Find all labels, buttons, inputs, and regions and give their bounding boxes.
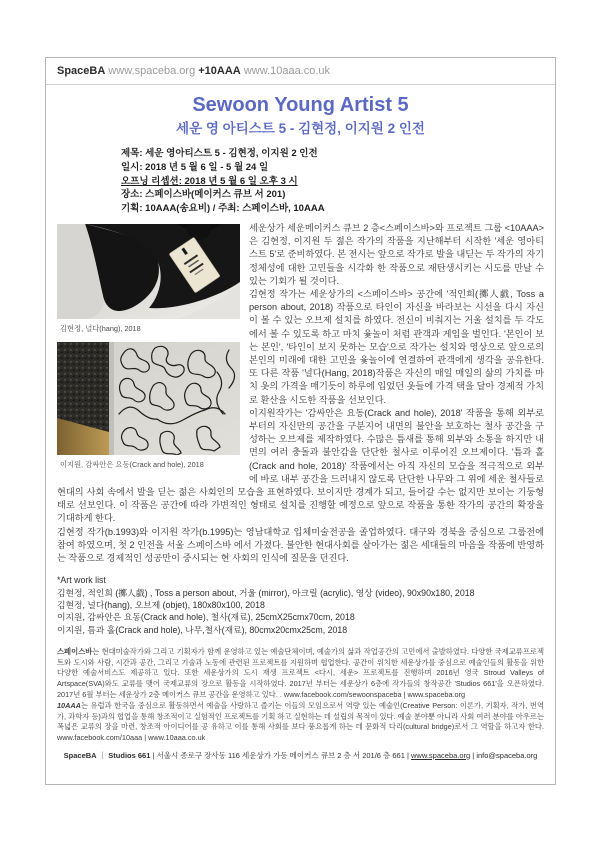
artwork-list-heading: *Art work list: [57, 575, 106, 586]
about-10aaa: [57, 701, 544, 743]
info-reception-line: 오프닝 리셉션: 2018 년 5 월 6 일 오후 3 시: [121, 175, 298, 187]
about-10aaa-text: 는 유럽과 한국을 중심으로 활동하면서 예술을 사랑하고 즐기는 이들의 모임으로서 역량 있는 예술인(Creative Person: 이론가, 기획자, 작가, 번역가, 과학자 등)과의 협업을 통해 창조적이고 실험적인 프로젝트를 기획 하고 실현하는 데 설립의 목적이 있다. 예술 분야뿐 아니라 사회 여러 분야를 아우르는 폭넓은 교류의 장을 마련, 창조적 아이디어를 공 유하고 이를 통해 사회를 보다 풍요롭게 하는 데 문화적 다리(cultural bridge)로서 그 역할을 하고자 한다. www.facebook.com/10aaa | www.10aaa.co.uk: [57, 701, 544, 743]
footer-website-link[interactable]: www.spaceba.org: [411, 750, 471, 760]
artwork-list: [57, 574, 544, 636]
artwork-list-item: 김현정, 널다(hang), 오브제 (objet), 180x80x100, 2018: [57, 600, 265, 611]
about-10aaa-lead: 10AAA: [57, 701, 81, 711]
footer-brand: SpaceBA: [63, 750, 97, 760]
masthead-brand-spaceba: SpaceBA: [57, 65, 106, 77]
footer-contact-line: [46, 750, 555, 761]
paragraph-kim: 김현정 작가는 세운상가의 <스페이스바> 공간에 '적인희(擲人戱, Toss a person about, 2018) 작품으로 타인이 자신을 바라보는 시선을 다시 자신이 볼 수 있는 오브제 설치를 하였다. 전신이 비춰지는 거울 설치를 두 각도에서 볼 수 있도록 하고 마치 윷놀이 처럼 관객과 게임을 벌인다. '본인이 보는 본인', '타인이 보지 못하는 모습'으로 작가는 설치와 영상으로 앞으로의 본인의 미래에 대한 고민을 윷놀이에 연결하여 관객에게 생각을 공유한다. 또 다른 작품 '널다(Hang, 2018)작품은 자신의 매일 매일의 삶의 가치를 마치 옷의 가격을 매기듯이 하루에 입었던 옷들에 가격 택을 달아 경제적 가치로 환산을 시도한 작품을 선보인다.: [249, 289, 544, 405]
info-organizer-line: 기획: 10AAA(송요비) / 주최: 스페이스바, 10AAA: [121, 203, 325, 215]
figure-column: [57, 224, 240, 478]
about-spaceba: [57, 647, 544, 700]
info-date-line: 일시: 2018 년 5 월 6 일 - 5 월 24 일: [121, 161, 269, 173]
paragraph-bio: 김현정 작가(b.1993)와 이지원 작가(b.1995)는 영남대학교 입체미술전공을 졸업하였다. 대구와 경북을 중심으로 그룹전에 참여 하였으며, 첫 2 인전을 서울 스페이스바 에서 가졌다. 불안한 현대사회를 살아가는 젊은 세대들의 마음을 작품에 반영하는 작품으로 경제적인 성공만이 중시되는 현 사회의 인식에 질문을 던진다.: [57, 526, 544, 564]
about-section: [57, 647, 544, 743]
footer-studios: Studios 661: [108, 750, 151, 760]
about-spaceba-lead: 스페이스바: [57, 647, 93, 657]
artwork-list-item: 김현정, 적인희 (擲人戱) , Toss a person about, 거울 (mirror), 아크릴 (acrylic), 영상 (video), 90x90x180, 2018: [57, 587, 475, 598]
masthead: [46, 58, 555, 85]
flyer-sheet: [45, 57, 556, 785]
footer-email: | info@spaceba.org: [470, 750, 538, 760]
figure-crack-and-hole: [57, 342, 240, 471]
figure-hang-caption: 김현정, 널다(hang), 2018: [60, 323, 141, 333]
page-title: Sewoon Young Artist 5: [192, 94, 409, 116]
exhibition-info: [121, 147, 544, 216]
masthead-brand-10aaa: +10AAA: [198, 65, 241, 77]
paragraph-lee: 이지원작가는 '감싸안은 요동(Crack and hole), 2018' 작품을 통해 외부로 부터의 자신만의 공간을 구분지어 내면의 불안을 보호하는 철사 공간을 구성하는 오브제를 제작하였다. 수많은 틈새를 통해 외부와 소통을 하지만 내면의 여러 충돌과 불안감을 단단한 철사로 이루어진 오브제이다. '틈과 홀(Crack and hole, 2018)' 작품에서는 아직 자신의 모습을 적극적으로 외부에 바로 내부 공간을 드러내지 않도록 단단한 나무와 그 위에 세운 철사들로 현대의 사회 속에서 발을 딛는 젊은 사회인의 모습을 표현하였다. 보이지만 경계가 되고, 들어갈 수는 없지만 보이는 기둥형태로 선보인다. 이 작품은 공간에 따라 가변적인 형태로 설치를 진행할 예정으로 앞으로 작품을 통한 작가의 공간의 확장을 기대하게 한다.: [57, 407, 544, 524]
figure-crack-caption: 이지원, 감싸안은 요동(Crack and hole), 2018: [60, 460, 204, 470]
info-title-line: 제목: 세운 영아티스트 5 - 김현정, 이지원 2 인전: [121, 148, 318, 159]
masthead-url-spaceba: www.spaceba.org: [108, 65, 196, 77]
masthead-url-10aaa: www.10aaa.co.uk: [243, 65, 331, 77]
footer-address: | 서울시 종로구 장사동 116 세운상가 가동 메이커스 큐브 2 층 서 201/6 층 661 |: [152, 750, 412, 760]
figure-hang: [57, 224, 240, 335]
footer-separator: ｜: [98, 750, 107, 760]
artwork-photo-crack-and-hole: [57, 342, 240, 455]
paragraph-intro: 세운상가 세운메이커스 큐브 2 층<스페이스바>와 프로젝트 그룹 <10AAA>은 김현정, 이지원 두 젊은 작가의 작품을 지난해부터 시작한 '세운 영아티스트 5'로 준비하였다. 본 전시는 앞으로 작가로 발을 내딛는 두 작가의 자기 정체성에 대한 고민들을 시각화 한 작품으로 재탄생시키는 시도를 만날 수 있는 기회가 될 것이다.: [249, 222, 544, 286]
artwork-list-item: 이지원, 감싸안은 요동(Crack and hole), 철사(재료), 25cmX25cmx70cm, 2018: [57, 612, 355, 623]
page-subtitle: 세운 영 아티스트 5 - 김현정, 이지원 2 인전: [176, 121, 425, 136]
about-spaceba-text: 는 현대미술작가와 그리고 기획자가 함께 운영하고 있는 예술단체이며, 예술가의 삶과 작업공간의 고민에서 출발하였다. 다양한 국제교류프로젝트와 도시와 사람, 시간과 공간, 그리고 기술과 노동에 관련된 프로젝트를 지원하며 협업한다. 공간이 위치한 세운상가를 중심으로 예술인들의 활동을 위한 다양한 예술서비스도 제공하고 있다. 또한 세운상가의 도시 재생 프로젝트 <다시, 세운> 프로젝트를 진행하며 2016년 영국 Stroud Valleys of Artspace(SVA)와도 교류를 맺어 국제교류의 장으로 활동을 시작하였다. 2017년 부터는 세운상가 6층에 작가들의 창작공간 'Studios 661'을 오픈하였다. 2017년 6월 부터는 세운상가 2층 메이커스 큐브 공간을 운영하고 있다. . www.facebook.com/sewoonspaceba | www.spaceba.org: [57, 647, 544, 699]
article-body: [57, 222, 544, 565]
artwork-list-item: 이지원, 틈과 홀(Crack and hole), 나무,철사(재료), 80cmx20cmx25cm, 2018: [57, 624, 348, 635]
artwork-photo-hang: [57, 224, 240, 319]
info-venue-line: 장소: 스페이스바(메이커스 큐브 서 201): [121, 189, 286, 201]
